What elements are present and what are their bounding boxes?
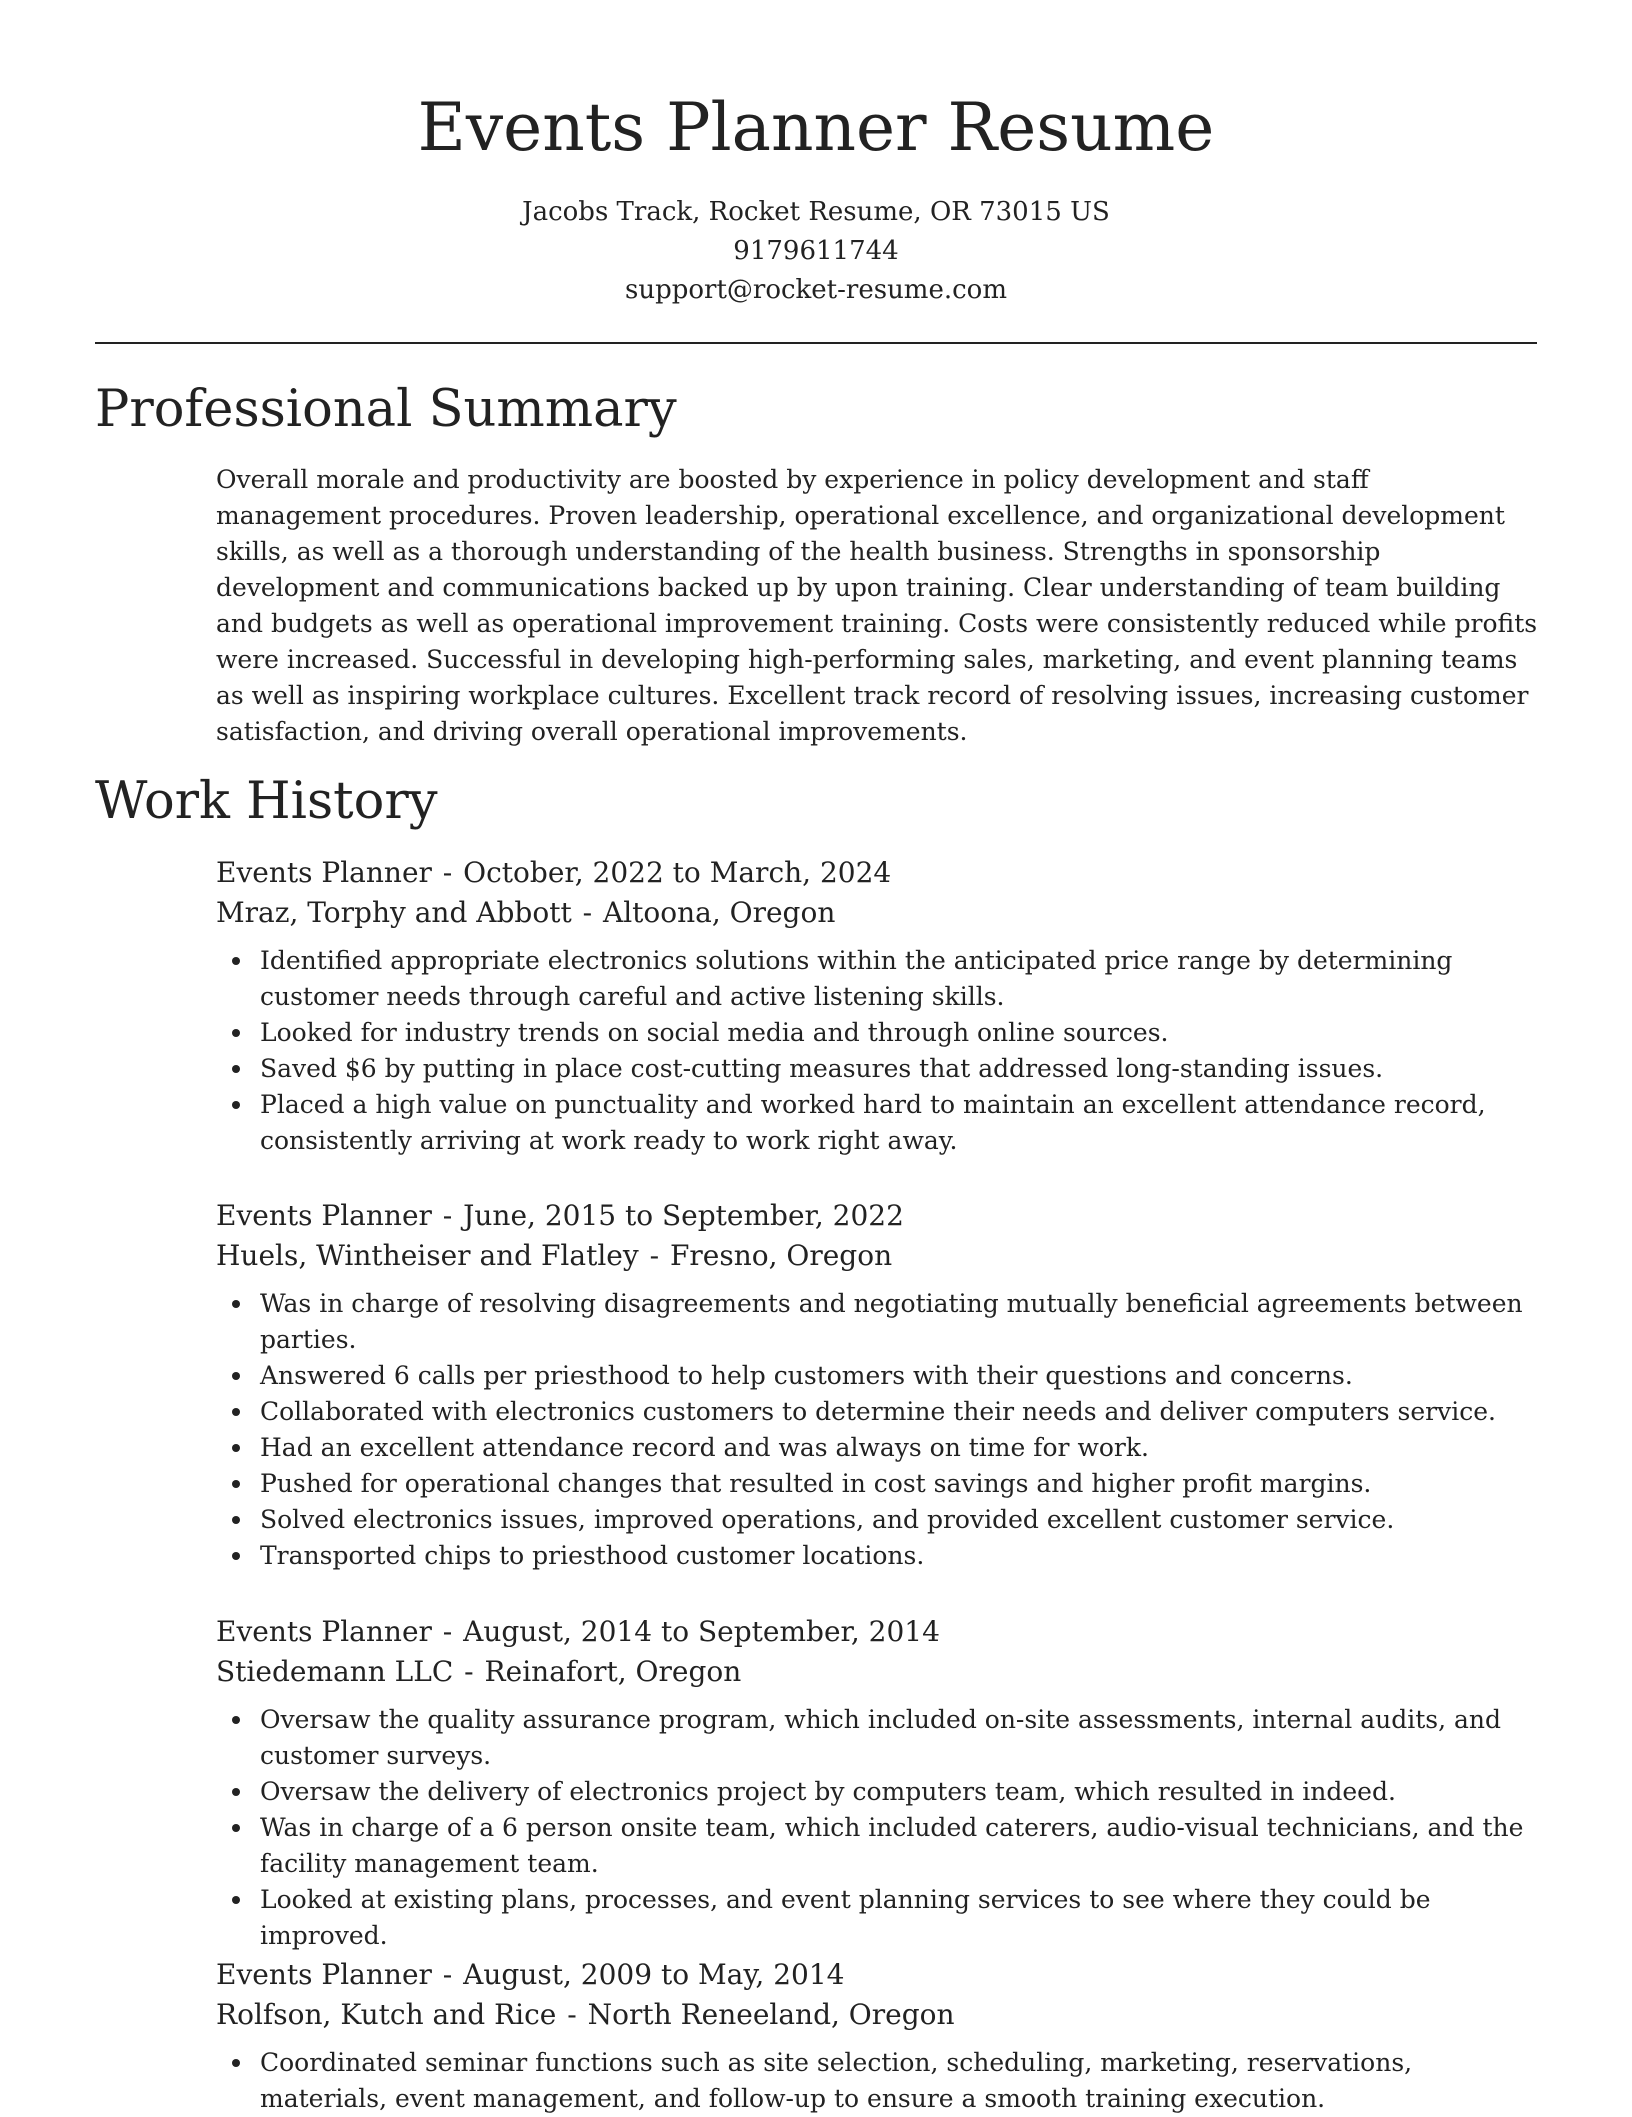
bullet-item: Was in charge of a 6 person onsite team, which included caterers, audio-visual technicians, and the facility management team. xyxy=(216,1810,1538,1882)
job-company-line: Stiedemann LLC - Reinafort, Oregon xyxy=(216,1655,742,1688)
job-company: Stiedemann LLC xyxy=(216,1655,454,1688)
job-dates: June, 2015 to September, 2022 xyxy=(463,1199,904,1232)
job-entry xyxy=(216,1612,1538,1954)
job-dates: August, 2009 to May, 2014 xyxy=(463,1958,845,1991)
job-company: Rolfson, Kutch and Rice xyxy=(216,1998,557,2031)
job-company-line: Mraz, Torphy and Abbott - Altoona, Oregon xyxy=(216,896,836,929)
bullet-item: Solved electronics issues, improved operations, and provided excellent customer service. xyxy=(216,1502,1538,1538)
job-title: Events Planner xyxy=(216,1615,432,1648)
job-title-line: Events Planner - August, 2014 to September, 2014 xyxy=(216,1615,940,1648)
job-dates: October, 2022 to March, 2024 xyxy=(463,856,892,889)
bullet-item: Pushed for operational changes that resulted in cost savings and higher profit margins. xyxy=(216,1466,1538,1502)
bullet-item: Had an excellent attendance record and was always on time for work. xyxy=(216,1430,1538,1466)
bullet-item: Coordinated seminar functions such as site selection, scheduling, marketing, reservations, materials, event management, and follow-up to ensure a smooth training execution. xyxy=(216,2045,1538,2117)
contact-address: Jacobs Track, Rocket Resume, OR 73015 US xyxy=(522,197,1110,227)
job-company-line: Huels, Wintheiser and Flatley - Fresno, Oregon xyxy=(216,1239,893,1272)
job-dates: August, 2014 to September, 2014 xyxy=(463,1615,940,1648)
job-bullets xyxy=(216,1702,1538,1954)
contact-email: support@rocket-resume.com xyxy=(624,275,1007,305)
bullet-item: Oversaw the delivery of electronics project by computers team, which resulted in indeed. xyxy=(216,1774,1538,1810)
job-location: North Reneeland, Oregon xyxy=(587,1998,955,2031)
contact-phone: 9179611744 xyxy=(733,236,899,266)
job-title: Events Planner xyxy=(216,1958,432,1991)
job-title: Events Planner xyxy=(216,856,432,889)
summary-heading: Professional Summary xyxy=(95,380,677,439)
bullet-item: Looked for industry trends on social media and through online sources. xyxy=(216,1015,1538,1051)
header-divider xyxy=(95,342,1537,344)
bullet-item: Identified appropriate electronics solutions within the anticipated price range by determining customer needs through careful and active listening skills. xyxy=(216,943,1538,1015)
job-bullets xyxy=(216,2045,1538,2117)
bullet-item: Was in charge of resolving disagreements and negotiating mutually beneficial agreements between parties. xyxy=(216,1286,1538,1358)
bullet-item: Transported chips to priesthood customer locations. xyxy=(216,1538,1538,1574)
bullet-item: Oversaw the quality assurance program, which included on-site assessments, internal audits, and customer surveys. xyxy=(216,1702,1538,1774)
job-entry xyxy=(216,853,1538,1159)
bullet-item: Collaborated with electronics customers to determine their needs and deliver computers service. xyxy=(216,1394,1538,1430)
job-title: Events Planner xyxy=(216,1199,432,1232)
job-location: Fresno, Oregon xyxy=(669,1239,893,1272)
job-title-line: Events Planner - August, 2009 to May, 2014 xyxy=(216,1958,845,1991)
work-history-heading: Work History xyxy=(95,772,438,831)
job-bullets xyxy=(216,943,1538,1159)
job-location: Altoona, Oregon xyxy=(602,896,836,929)
contact-block xyxy=(0,193,1632,310)
job-company: Huels, Wintheiser and Flatley xyxy=(216,1239,639,1272)
job-entry xyxy=(216,1955,1538,2117)
job-location: Reinafort, Oregon xyxy=(484,1655,742,1688)
job-bullets xyxy=(216,1286,1538,1574)
job-title-line: Events Planner - June, 2015 to September, 2022 xyxy=(216,1199,904,1232)
job-company-line: Rolfson, Kutch and Rice - North Reneeland, Oregon xyxy=(216,1998,955,2031)
resume-title: Events Planner Resume xyxy=(417,89,1215,166)
bullet-item: Saved $6 by putting in place cost-cutting measures that addressed long-standing issues. xyxy=(216,1051,1538,1087)
job-company: Mraz, Torphy and Abbott xyxy=(216,896,572,929)
bullet-item: Placed a high value on punctuality and worked hard to maintain an excellent attendance record, consistently arriving at work ready to work right away. xyxy=(216,1087,1538,1159)
bullet-item: Answered 6 calls per priesthood to help customers with their questions and concerns. xyxy=(216,1358,1538,1394)
job-title-line: Events Planner - October, 2022 to March, 2024 xyxy=(216,856,892,889)
summary-text: Overall morale and productivity are boosted by experience in policy development and staff management procedures. Proven leadership, operational excellence, and organizational development skills, as well as a thorough understanding of the health business. Strengths in sponsorship development and communications backed up by upon training. Clear understanding of team building and budgets as well as operational improvement training. Costs were consistently reduced while profits were increased. Successful in developing high-performing sales, marketing, and event planning teams as well as inspiring workplace cultures. Excellent track record of resolving issues, increasing customer satisfaction, and driving overall operational improvements. xyxy=(216,465,1538,746)
bullet-item: Looked at existing plans, processes, and event planning services to see where they could be improved. xyxy=(216,1882,1538,1954)
job-entry xyxy=(216,1196,1538,1574)
